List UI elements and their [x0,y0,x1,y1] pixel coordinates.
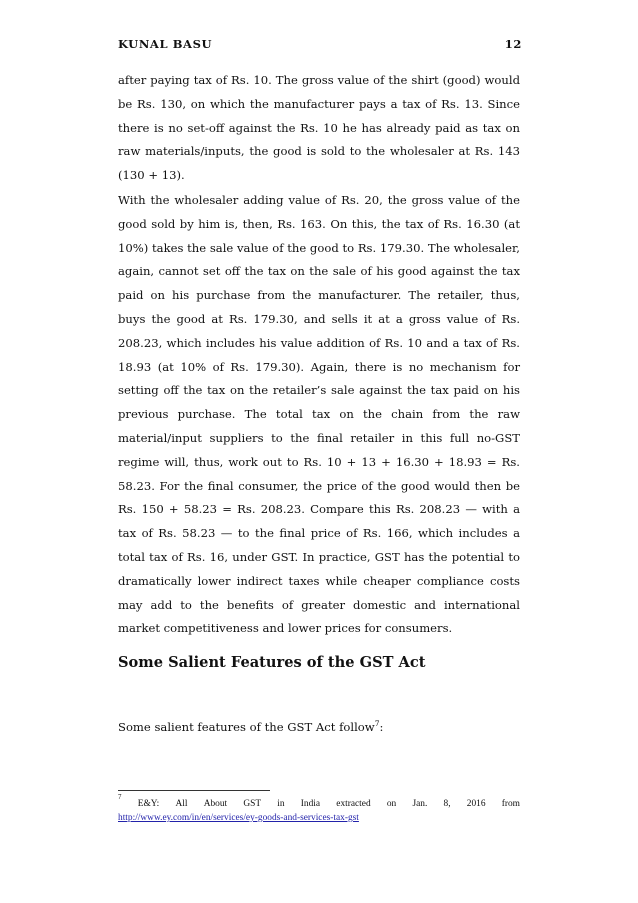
footnote-word: GST [243,799,262,809]
page-header [118,37,522,53]
body-paragraph-1: after paying tax of Rs. 10. The gross value of the shirt (good) would be Rs. 130, on which the manufacturer pays a tax of Rs. 13. Since there is no set-off against the Rs. 10 he has already paid as tax on raw materials/inputs, the good is sold to the wholesaler at Rs. 143 (130 + 13). [118,73,520,183]
footnote-word: 8, [443,799,451,809]
section-intro-end: : [379,720,384,734]
footnote-word: Jan. [412,799,428,809]
footnote-source-link[interactable]: http://www.ey.com/in/en/services/ey-goods-and-services-tax-gst [118,813,359,823]
footnote-line-2 [118,811,520,825]
page-number: 12 [504,37,522,51]
footnote-reference[interactable]: 7 [374,719,380,729]
footnote-word: extracted [336,799,371,809]
section-intro-text: Some salient features of the GST Act follow [118,720,375,734]
footnote-word: 2016 [466,799,486,809]
footnote-word: from [501,799,520,809]
footnote-word: About [203,799,228,809]
running-head-author: KUNAL BASU [118,37,213,51]
footnote-word: India [300,799,321,809]
footnote-separator [118,790,270,791]
footnote-line-1 [118,793,520,811]
footnote-word: in [277,799,285,809]
section-heading: Some Salient Features of the GST Act [118,654,426,671]
footnote-marker: 7 [118,793,122,801]
footnote-word: on [386,799,397,809]
footnote [118,793,520,825]
footnote-word: E&Y: [137,799,160,809]
body-paragraph-2: With the wholesaler adding value of Rs. 20, the gross value of the good sold by him is, then, Rs. 163. On this, the tax of Rs. 16.30 (at 10%) takes the sale value of the good to Rs. 179.30. The wholesaler, again, cannot set off the tax on the sale of his good against the tax paid on his purchase from the manufacturer. The retailer, thus, buys the good at Rs. 179.30, and sells it at a gross value of Rs. 208.23, which includes his value addition of Rs. 10 and a tax of Rs. 18.93 (at 10% of Rs. 179.30). Again, there is no mechanism for setting off the tax on the retailer’s sale against the tax paid on his previous purchase. The total tax on the chain from the raw material/input suppliers to the final retailer in this full no-GST regime will, thus, work out to Rs. 10 + 13 + 16.30 + 18.93 = Rs. 58.23. For the final consumer, the price of the good would then be Rs. 150 + 58.23 = Rs. 208.23. Compare this Rs. 208.23 — with a tax of Rs. 58.23 — to the final price of Rs. 166, which includes a total tax of Rs. 16, under GST. In practice, GST has the potential to dramatically lower indirect taxes while cheaper compliance costs may add to the benefits of greater domestic and international market competitiveness and lower prices for consumers. [118,193,520,636]
section-intro [118,720,520,734]
footnote-word: All [175,799,188,809]
